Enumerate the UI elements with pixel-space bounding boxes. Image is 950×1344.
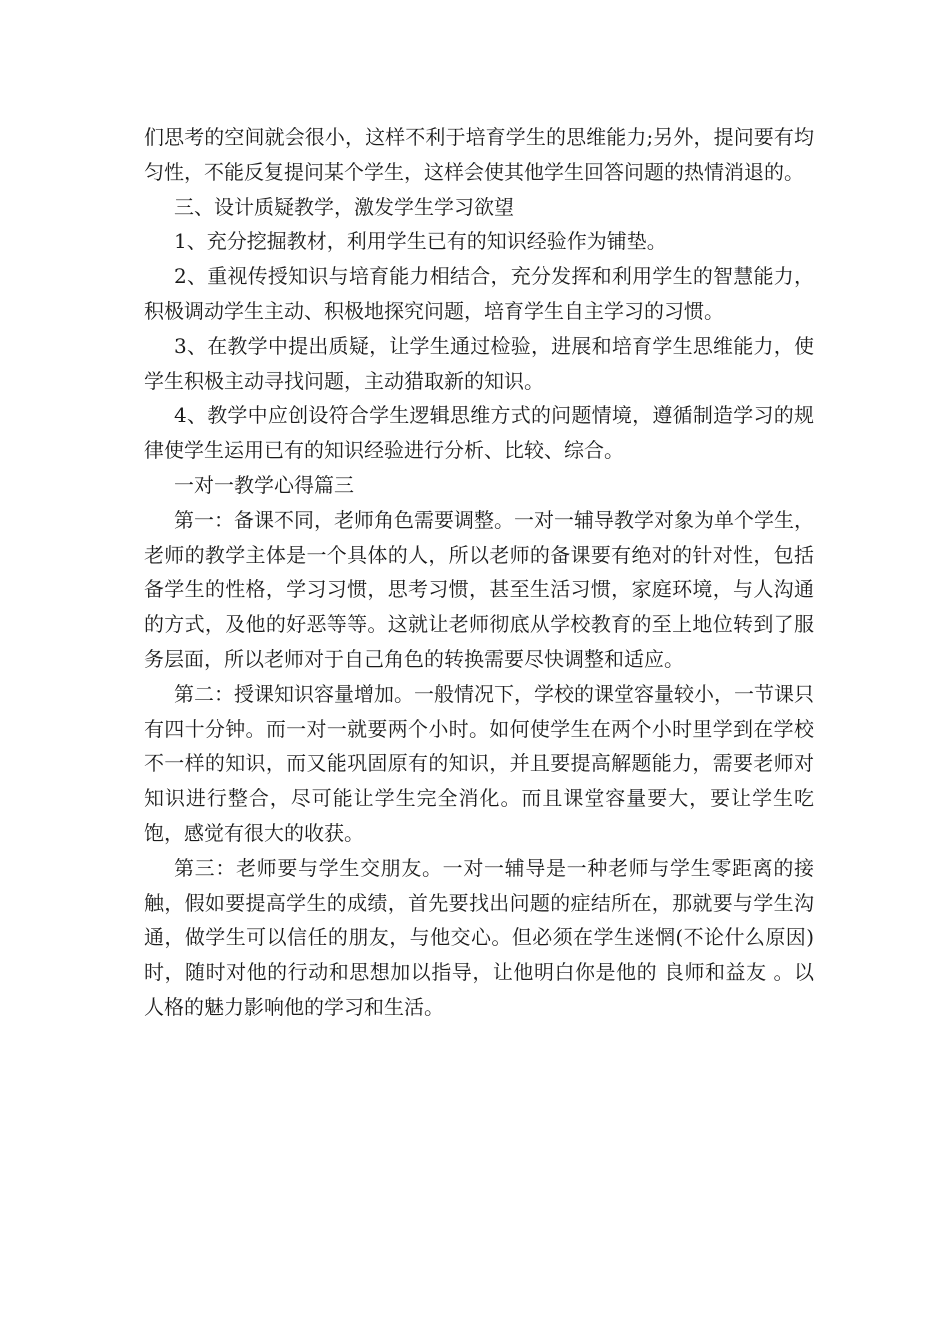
list-item-1: 1、充分挖掘教材，利用学生已有的知识经验作为铺垫。	[174, 229, 667, 254]
list-item-2: 2、重视传授知识与培育能力相结合，充分发挥和利用学生的智慧能力，积极调动学生主动、积极地探究问题，培育学生自主学习的习惯。	[144, 264, 814, 323]
list-item-4: 4、教学中应创设符合学生逻辑思维方式的问题情境，遵循制造学习的规律使学生运用已有的知识经验进行分析、比较、综合。	[144, 403, 814, 463]
paragraph-first: 第一：备课不同，老师角色需要调整。一对一辅导教学对象为单个学生，老师的教学主体是一个具体的人，所以老师的备课要有绝对的针对性，包括备学生的性格，学习习惯，思考习惯，甚至生活习惯，家庭环境，与人沟通的方式，及他的好恶等等。这就让老师彻底从学校教育的至上地位转到了服务层面，所以老师对于自己角色的转换需要尽快调整和适应。	[144, 507, 814, 671]
paragraph-third: 第三：老师要与学生交朋友。一对一辅导是一种老师与学生零距离的接触，假如要提高学生的成绩，首先要找出问题的症结所在，那就要与学生沟通，做学生可以信任的朋友，与他交心。但必须在学生迷惘(不论什么原因)时，随时对他的行动和思想加以指导，让他明白你是他的 良师和益友 。以人格的魅力影响他的学习和生活。	[144, 855, 814, 1019]
article-heading: 一对一教学心得篇三	[174, 472, 354, 497]
paragraph-continuation: 们思考的空间就会很小，这样不利于培育学生的思维能力;另外，提问要有均匀性，不能反复提问某个学生，这样会使其他学生回答问题的热情消退的。	[144, 125, 814, 184]
paragraph-second: 第二：授课知识容量增加。一般情况下，学校的课堂容量较小，一节课只有四十分钟。而一对一就要两个小时。如何使学生在两个小时里学到在学校不一样的知识，而又能巩固原有的知识，并且要提高解题能力，需要老师对知识进行整合，尽可能让学生完全消化。而且课堂容量要大，要让学生吃饱，感觉有很大的收获。	[144, 681, 814, 845]
document-body	[144, 120, 814, 1025]
list-item-3: 3、在教学中提出质疑，让学生通过检验，进展和培育学生思维能力，使学生积极主动寻找问题，主动猎取新的知识。	[144, 333, 814, 393]
section-heading-3: 三、设计质疑教学，激发学生学习欲望	[174, 194, 514, 219]
